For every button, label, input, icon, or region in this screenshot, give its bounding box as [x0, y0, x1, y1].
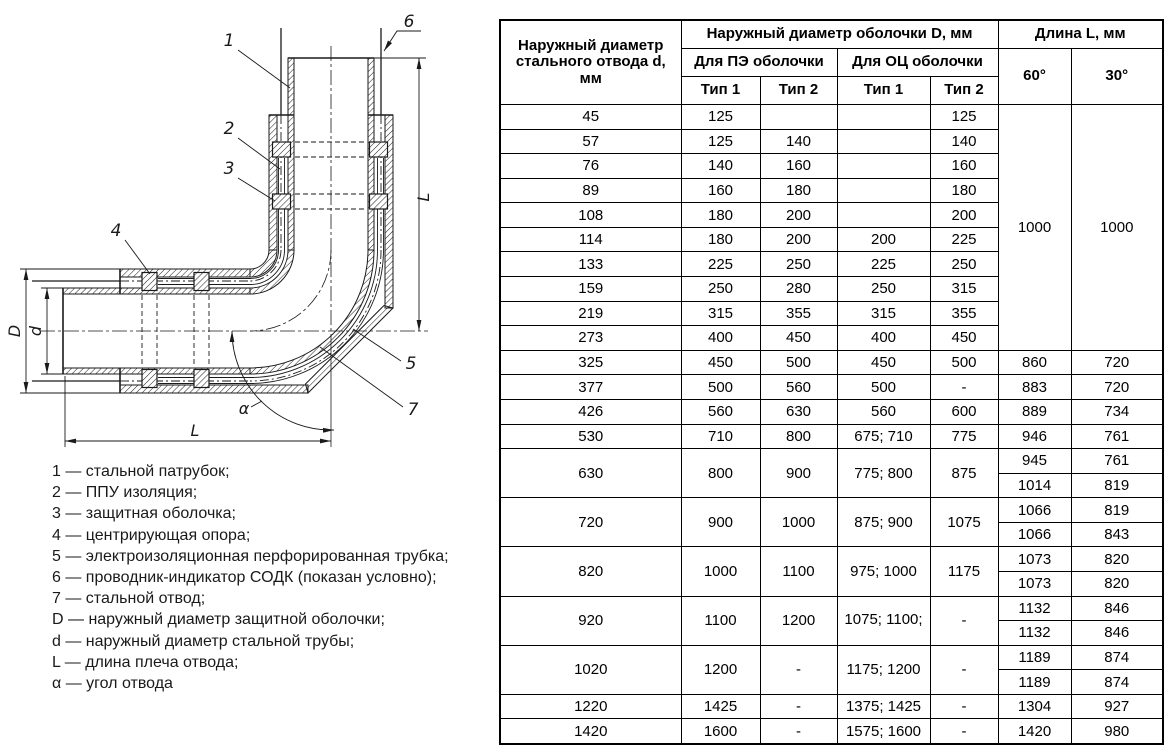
table-cell: 1575; 1600 — [837, 719, 930, 744]
table-cell: 900 — [760, 449, 837, 498]
table-cell: 500 — [837, 375, 930, 400]
legend-line: 6 — проводник-индикатор СОДК (показан условно); — [52, 569, 437, 587]
table-cell: 89 — [500, 178, 681, 203]
dim-alpha-label: α — [238, 399, 250, 418]
legend-line: 7 — стальной отвод; — [52, 590, 206, 608]
dim-d-label: d — [26, 325, 45, 337]
table-cell: 1066 — [998, 522, 1071, 547]
legend-line: d — наружный диаметр стальной трубы; — [52, 632, 355, 650]
table-cell: 500 — [681, 375, 760, 400]
table-cell: 530 — [500, 424, 681, 449]
table-cell: 1020 — [500, 645, 681, 694]
table-cell: 920 — [500, 596, 681, 645]
table-cell: 140 — [760, 129, 837, 154]
table-cell: 1075; 1100; — [837, 596, 930, 645]
table-cell: 1200 — [681, 645, 760, 694]
table-cell: 1075 — [930, 498, 998, 547]
callout-1-label: 1 — [223, 31, 235, 51]
table-cell: 159 — [500, 277, 681, 302]
table-cell: 450 — [930, 326, 998, 351]
table-cell: 1175 — [930, 547, 998, 596]
table-row — [500, 424, 1163, 449]
table-cell: 975; 1000 — [837, 547, 930, 596]
table-cell: 133 — [500, 252, 681, 277]
table-cell: 800 — [760, 424, 837, 449]
sodk-wires — [32, 28, 381, 381]
table-cell: 1100 — [681, 596, 760, 645]
header-length-group: Длина L, мм — [998, 20, 1163, 49]
table-cell: 630 — [760, 399, 837, 424]
callout-5-label: 5 — [405, 354, 417, 374]
table-cell: - — [760, 694, 837, 719]
table-cell: 250 — [760, 252, 837, 277]
table-row — [500, 399, 1163, 424]
table-cell: 775; 800 — [837, 449, 930, 498]
header-angle-30: 30° — [1071, 49, 1163, 105]
table-cell: 1200 — [760, 596, 837, 645]
header-oc-type2: Тип 2 — [930, 77, 998, 105]
table-cell: 45 — [500, 105, 681, 130]
table-cell: 945 — [998, 449, 1071, 474]
table-row — [500, 449, 1163, 474]
table-cell: 1000 — [681, 547, 760, 596]
table-cell: 225 — [837, 252, 930, 277]
table-cell: 1425 — [681, 694, 760, 719]
table-cell: - — [760, 645, 837, 694]
table-cell: 1066 — [998, 498, 1071, 523]
dimensions-table — [499, 19, 1164, 745]
table-cell: 980 — [1071, 719, 1163, 744]
table-cell: 500 — [760, 350, 837, 375]
table-cell: 400 — [681, 326, 760, 351]
table-cell: 560 — [681, 399, 760, 424]
callout-6-label: 6 — [403, 12, 415, 32]
table-cell: 315 — [837, 301, 930, 326]
table-row — [500, 719, 1163, 744]
table-body — [500, 105, 1163, 745]
table-cell: 450 — [681, 350, 760, 375]
table-row — [500, 105, 1163, 130]
table-cell: 1304 — [998, 694, 1071, 719]
table-cell — [837, 105, 930, 130]
table-cell: 1000 — [760, 498, 837, 547]
table-cell: 57 — [500, 129, 681, 154]
legend-line: L — длина плеча отвода; — [52, 653, 239, 671]
table-cell: 874 — [1071, 645, 1163, 670]
header-angle-60: 60° — [998, 49, 1071, 105]
table-cell: 819 — [1071, 498, 1163, 523]
table-cell: 500 — [930, 350, 998, 375]
table-cell: 846 — [1071, 621, 1163, 646]
table-cell: 846 — [1071, 596, 1163, 621]
table-cell: 560 — [760, 375, 837, 400]
table-cell: 600 — [930, 399, 998, 424]
table-cell: 250 — [837, 277, 930, 302]
table-cell: 1600 — [681, 719, 760, 744]
legend-line: 1 — стальной патрубок; — [52, 463, 230, 480]
table-cell: 1220 — [500, 694, 681, 719]
table-container — [499, 19, 1164, 745]
header-pe-type1: Тип 1 — [681, 77, 760, 105]
table-cell: 819 — [1071, 473, 1163, 498]
table-cell: 450 — [837, 350, 930, 375]
legend-line: α — угол отвода — [52, 675, 173, 693]
legend-line: 3 — защитная оболочка; — [52, 505, 236, 523]
table-cell: - — [930, 645, 998, 694]
table-cell: 1000 — [998, 105, 1071, 351]
legend-line: 4 — центрирующая опора; — [52, 526, 251, 544]
table-header-row — [500, 20, 1163, 49]
table-cell — [837, 154, 930, 179]
table-cell: 734 — [1071, 399, 1163, 424]
table-cell: 273 — [500, 326, 681, 351]
table-cell: 200 — [760, 203, 837, 228]
header-steel-diameter: Наружный диаметр стального отвода d, мм — [500, 20, 681, 105]
dim-D-label: D — [5, 324, 24, 338]
table-cell: 775 — [930, 424, 998, 449]
table-row — [500, 547, 1163, 572]
table-cell: 76 — [500, 154, 681, 179]
table-cell: 900 — [681, 498, 760, 547]
table-cell: 426 — [500, 399, 681, 424]
table-cell: 720 — [500, 498, 681, 547]
dim-L-bottom-label: L — [190, 421, 200, 440]
table-cell — [837, 129, 930, 154]
table-row — [500, 375, 1163, 400]
table-cell: 560 — [837, 399, 930, 424]
table-cell: 843 — [1071, 522, 1163, 547]
table-cell: 800 — [681, 449, 760, 498]
header-oc-casing: Для ОЦ оболочки — [837, 49, 998, 77]
callout-2-label: 2 — [223, 119, 235, 139]
dim-L-right-label: L — [414, 192, 433, 202]
table-cell: 1420 — [500, 719, 681, 744]
table-cell: 761 — [1071, 424, 1163, 449]
table-cell: 889 — [998, 399, 1071, 424]
table-cell: 720 — [1071, 375, 1163, 400]
table-cell: 225 — [930, 227, 998, 252]
table-cell: 1375; 1425 — [837, 694, 930, 719]
table-cell: 325 — [500, 350, 681, 375]
table-row — [500, 498, 1163, 523]
table-cell: 125 — [681, 129, 760, 154]
table-cell: 250 — [930, 252, 998, 277]
table-cell: 315 — [681, 301, 760, 326]
table-cell: 875; 900 — [837, 498, 930, 547]
table-cell: 250 — [681, 277, 760, 302]
table-cell: 450 — [760, 326, 837, 351]
table-cell: 761 — [1071, 449, 1163, 474]
table-cell — [837, 203, 930, 228]
table-cell: 1132 — [998, 621, 1071, 646]
table-cell: 160 — [760, 154, 837, 179]
callout-7-label: 7 — [407, 400, 419, 420]
legend — [52, 461, 497, 694]
table-cell: 1073 — [998, 571, 1071, 596]
table-cell: 710 — [681, 424, 760, 449]
legend-line: 5 — электроизоляционная перфорированная трубка; — [52, 547, 449, 565]
table-cell: 1189 — [998, 670, 1071, 695]
table-cell — [760, 105, 837, 130]
sodk-wires-hidden — [120, 115, 381, 381]
table-cell: 1014 — [998, 473, 1071, 498]
header-pe-casing: Для ПЭ оболочки — [681, 49, 837, 77]
table-cell: 377 — [500, 375, 681, 400]
table-row — [500, 350, 1163, 375]
header-pe-type2: Тип 2 — [760, 77, 837, 105]
header-oc-type1: Тип 1 — [837, 77, 930, 105]
table-cell: 720 — [1071, 350, 1163, 375]
callout-3-label: 3 — [223, 159, 235, 179]
table-cell: 1175; 1200 — [837, 645, 930, 694]
table-cell: 1100 — [760, 547, 837, 596]
table-cell: 1073 — [998, 547, 1071, 572]
table-cell: 125 — [681, 105, 760, 130]
table-cell: 355 — [930, 301, 998, 326]
table-cell: 140 — [930, 129, 998, 154]
table-cell: 160 — [930, 154, 998, 179]
table-cell: 180 — [930, 178, 998, 203]
legend-line: D — наружный диаметр защитной оболочки; — [52, 611, 385, 629]
table-cell: 225 — [681, 252, 760, 277]
table-cell: 630 — [500, 449, 681, 498]
table-cell: 125 — [930, 105, 998, 130]
table-cell: 927 — [1071, 694, 1163, 719]
table-cell: 675; 710 — [837, 424, 930, 449]
table-cell: 140 — [681, 154, 760, 179]
header-casing-diameter-group: Наружный диаметр оболочки D, мм — [681, 20, 998, 49]
table-cell: 1189 — [998, 645, 1071, 670]
table-cell: 874 — [1071, 670, 1163, 695]
table-cell: 860 — [998, 350, 1071, 375]
table-cell: 875 — [930, 449, 998, 498]
table-row — [500, 596, 1163, 621]
table-cell: 219 — [500, 301, 681, 326]
table-row — [500, 694, 1163, 719]
table-cell: 200 — [930, 203, 998, 228]
table-row — [500, 645, 1163, 670]
table-cell: - — [930, 375, 998, 400]
table-cell: 946 — [998, 424, 1071, 449]
table-cell: 820 — [1071, 547, 1163, 572]
table-cell: 280 — [760, 277, 837, 302]
table-cell: 108 — [500, 203, 681, 228]
table-cell: 820 — [500, 547, 681, 596]
table-cell: 1000 — [1071, 105, 1163, 351]
table-cell: - — [930, 694, 998, 719]
table-cell: 1420 — [998, 719, 1071, 744]
table-cell — [837, 178, 930, 203]
table-cell: 160 — [681, 178, 760, 203]
callout-4-label: 4 — [110, 221, 122, 241]
table-cell: 820 — [1071, 571, 1163, 596]
table-cell: - — [760, 719, 837, 744]
table-cell: - — [930, 596, 998, 645]
table-cell: 180 — [760, 178, 837, 203]
table-cell: 315 — [930, 277, 998, 302]
table-cell: 883 — [998, 375, 1071, 400]
table-cell: 200 — [837, 227, 930, 252]
table-cell: 114 — [500, 227, 681, 252]
table-cell: 180 — [681, 227, 760, 252]
table-cell: 200 — [760, 227, 837, 252]
legend-line: 2 — ППУ изоляция; — [52, 484, 198, 502]
table-cell: 355 — [760, 301, 837, 326]
table-cell: 400 — [837, 326, 930, 351]
table-cell: - — [930, 719, 998, 744]
table-cell: 1132 — [998, 596, 1071, 621]
table-cell: 180 — [681, 203, 760, 228]
